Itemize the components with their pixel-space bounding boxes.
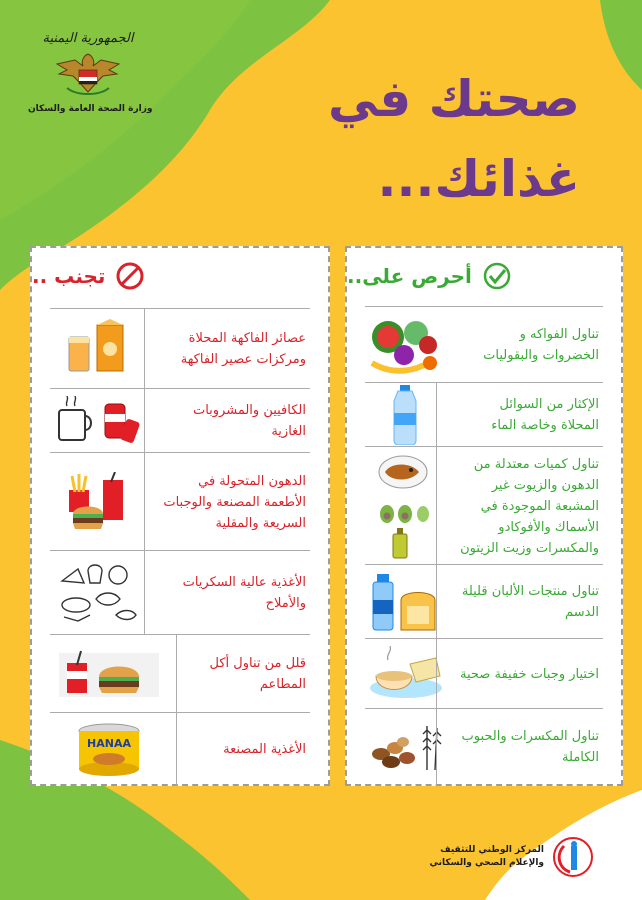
- list-item: [50, 452, 310, 551]
- list-item: [365, 446, 603, 565]
- health-center-emblem-icon: [552, 836, 594, 878]
- avoid-item-text: الأغذية المصنعة: [223, 741, 306, 757]
- sweets-icon: [50, 561, 145, 625]
- title-line-2: غذائك...: [377, 150, 580, 208]
- water-bottle-icon: [365, 385, 445, 445]
- list-item: [50, 712, 310, 785]
- ensure-item-text: تناول الفواكه و الخضروات والبقوليات: [483, 327, 599, 363]
- list-item: [365, 306, 603, 383]
- avoid-item-text: قلل من تناول أكل المطاعم: [209, 656, 306, 692]
- ministry-name: وزارة الصحة العامة والسكان: [28, 104, 153, 114]
- list-item: [50, 550, 310, 635]
- logo-script-text: الجمهورية اليمنية: [42, 31, 134, 46]
- check-circle-icon: [482, 261, 512, 291]
- avoid-item-text: الكافيين والمشروبات الغازية: [192, 403, 306, 439]
- ensure-item-text: تناول المكسرات والحبوب الكاملة: [461, 729, 599, 765]
- eagle-emblem-icon: [53, 48, 123, 98]
- ensure-item-text: تناول منتجات الألبان قليلة الدسم: [461, 584, 599, 620]
- list-item: [50, 634, 310, 713]
- list-item: [365, 638, 603, 709]
- avoid-item-text: الدهون المتحولة في الأطعمة المصنعة والوجبات السريعة والمقلية: [163, 473, 306, 531]
- list-item: [365, 382, 603, 447]
- avoid-heading: تجنب ..: [32, 264, 106, 288]
- list-item: [365, 564, 603, 639]
- center-name-line-1: المركز الوطني للتثقيف: [440, 845, 544, 855]
- fast-food-icon: [50, 472, 145, 532]
- coffee-soda-icon: [50, 396, 145, 446]
- ensure-item-text: تناول كميات معتدلة من الدهون والزيوت غير المشبعة الموجودة في الأسماك والأفوكادو والمكسرات وزيت الزيتون: [460, 456, 599, 556]
- nuts-grains-icon: [365, 722, 445, 772]
- health-center-logo: [430, 836, 594, 878]
- juice-carton-icon: [50, 319, 145, 379]
- list-item: [50, 308, 310, 389]
- ensure-item-text: الإكثار من السوائل المحلاة وخاصة الماء: [491, 397, 599, 433]
- ensure-panel: [345, 246, 623, 786]
- ministry-logo: [28, 30, 153, 125]
- restaurant-meal-icon: [54, 649, 164, 699]
- avoid-header: [32, 248, 328, 304]
- healthy-fats-icon: [365, 452, 445, 560]
- avoid-item-text: الأغذية عالية السكريات والأملاح: [182, 575, 306, 611]
- fruits-vegetables-icon: [365, 315, 445, 375]
- light-meal-icon: [365, 646, 445, 702]
- avoid-item-text: عصائر الفاكهة المحلاة ومركزات عصير الفاكهة: [180, 331, 306, 367]
- prohibited-icon: [115, 261, 145, 291]
- can-brand-label: HANAA: [87, 737, 131, 750]
- milk-bread-icon: [365, 572, 445, 632]
- list-item: [365, 708, 603, 785]
- center-name-line-2: والإعلام الصحي والسكاني: [429, 858, 544, 868]
- canned-food-icon: [54, 721, 164, 777]
- ensure-item-text: اختيار وجبات خفيفة صحية: [460, 666, 599, 682]
- ensure-heading: أحرص على..: [347, 264, 472, 288]
- title-line-1: صحتك في: [327, 70, 580, 128]
- avoid-panel: [30, 246, 330, 786]
- ensure-header: [347, 248, 621, 304]
- list-item: [50, 388, 310, 453]
